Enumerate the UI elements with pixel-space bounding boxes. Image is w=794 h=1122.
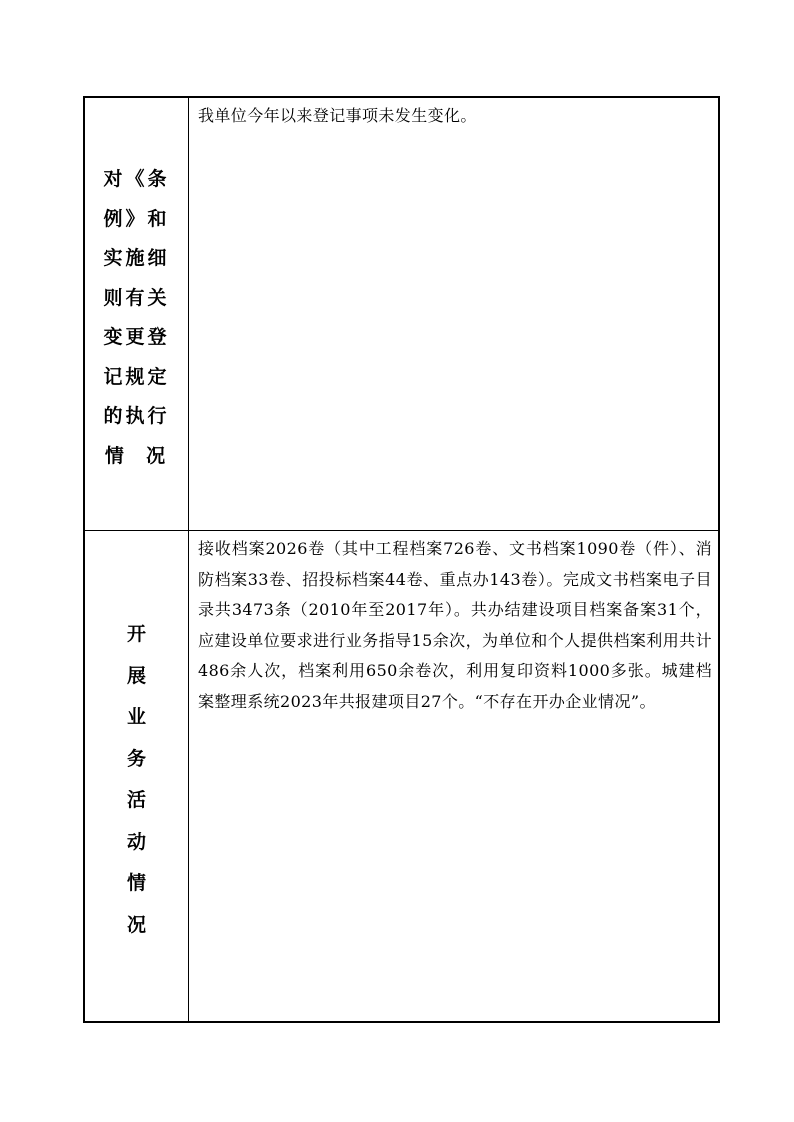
content-cell-registration-changes [189,98,718,530]
label-char: 情 [126,872,146,894]
label-line: 的执行 [103,405,170,427]
label-char: 活 [126,789,146,811]
label-cell-registration-changes [85,98,189,530]
label-registration-changes [85,160,188,476]
label-line: 例》和 [103,207,170,230]
label-line: 记规定 [103,365,170,388]
label-line: 对《条 [103,168,170,190]
label-business-activities [85,614,188,946]
label-char: 况 [126,913,146,936]
label-cell-business-activities [85,531,189,1021]
row-business-activities [85,531,718,1021]
label-char: 展 [126,664,146,687]
label-char: 务 [126,747,146,770]
registration-changes-text: 我单位今年以来登记事项未发生变化。 [198,106,477,125]
label-line: 变更登 [103,326,170,348]
label-line: 情 况 [104,444,169,467]
row-registration-changes [85,98,718,531]
registration-form-table [83,96,720,1023]
business-activities-text: 接收档案2026卷（其中工程档案726卷、文书档案1090卷（件）、消防档案33卷、招投标档案44卷、重点办143卷）。完成文书档案电子目录共3473条（2010年至2017年）。共办结建设项目档案备案31个，应建设单位要求进行业务指导15余次，为单位和个人提供档案利用共计486余人次，档案利用650余卷次，利用复印资料1000多张。城建档案整理系统2023年共报建项目27个。“不存在开办企业情况”。 [198,539,712,711]
label-char: 动 [126,830,146,853]
content-cell-business-activities [189,531,718,1021]
label-line: 实施细 [103,247,170,269]
label-char: 开 [126,623,146,645]
label-char: 业 [126,706,146,728]
label-line: 则有关 [103,286,170,309]
